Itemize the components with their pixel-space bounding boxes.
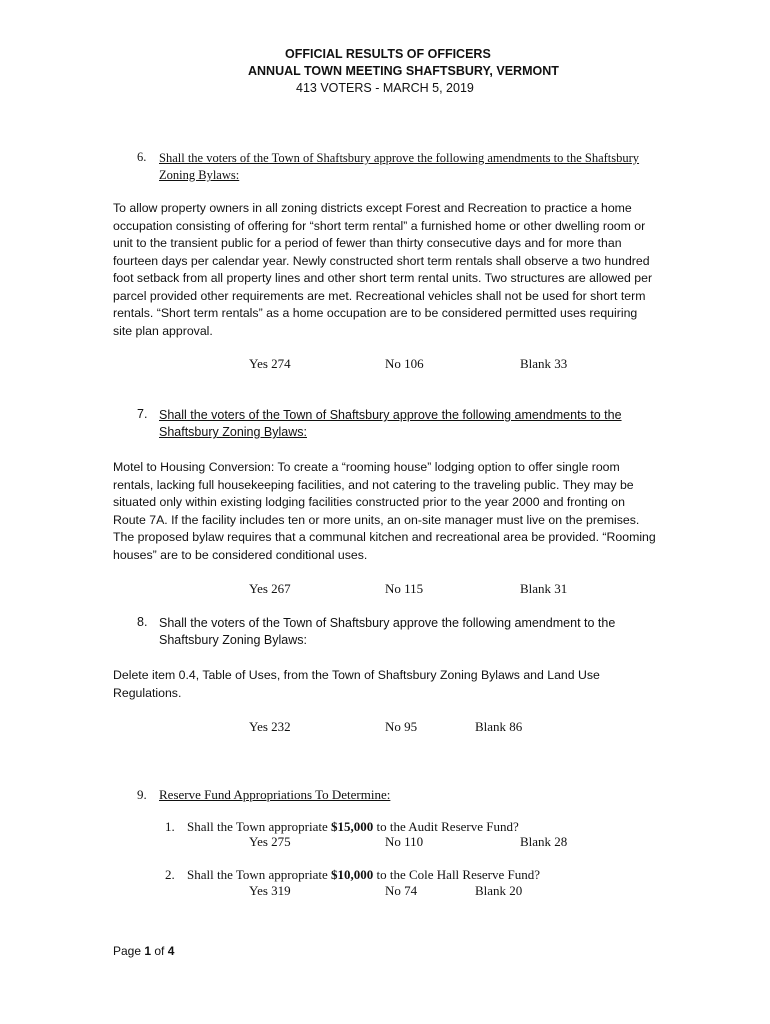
item-7-question: Shall the voters of the Town of Shaftsbury approve the following amendments to the Shaftsbury Zoning Bylaws: <box>159 408 622 439</box>
subitem-2-number: 2. <box>165 867 175 882</box>
page-word: Page <box>113 944 145 958</box>
subitem-2-pre: Shall the Town appropriate <box>187 867 331 882</box>
subitem-1-no: No 110 <box>385 834 424 849</box>
subitem-2-yes: Yes 319 <box>249 883 291 898</box>
page-total: 4 <box>167 944 175 958</box>
item-6-question: Shall the voters of the Town of Shaftsbury approve the following amendments to the Shaftsbury Zoning Bylaws: <box>159 151 640 182</box>
header-line-3: 413 VOTERS - MARCH 5, 2019 <box>296 81 474 95</box>
subitem-2-amount: $10,000 <box>330 867 374 882</box>
item-8-no: No 95 <box>385 719 418 734</box>
item-8-number: 8. <box>137 615 148 629</box>
header-line-1: OFFICIAL RESULTS OF OFFICERS <box>285 47 491 61</box>
item-7-blank: Blank 31 <box>520 581 568 596</box>
subitem-2-post: to the Cole Hall Reserve Fund? <box>373 867 541 882</box>
subitem-1-yes: Yes 275 <box>249 834 291 849</box>
subitem-2-blank: Blank 20 <box>475 883 523 898</box>
subitem-1-pre: Shall the Town appropriate <box>187 819 331 834</box>
item-6-yes: Yes 274 <box>249 356 291 371</box>
of-word: of <box>151 944 168 958</box>
item-8-question: Shall the voters of the Town of Shaftsbury approve the following amendment to the Shaftsbury Zoning Bylaws: <box>159 616 616 647</box>
item-6-blank: Blank 33 <box>520 356 568 371</box>
subitem-1-question <box>187 819 519 835</box>
item-6-body: To allow property owners in all zoning districts except Forest and Recreation to practice a home occupation consisting of offering for “short term rental” a furnished home or other dwelling room or unit to the transient public for a period of fewer than thirty consecutive days and for more than fourteen days per calendar year. Newly constructed short term rentals shall observe a two hundred foot setback from all property lines and other short term rental units. Two structures are allowed per parcel provided other requirements are met. Recreational vehicles shall not be used for short term rentals. “Short term rentals” as a home occupation are to be considered permitted uses requiring site plan approval. <box>113 201 653 338</box>
header-line-2: ANNUAL TOWN MEETING SHAFTSBURY, VERMONT <box>248 64 559 78</box>
page-footer <box>113 944 174 958</box>
subitem-1-post: to the Audit Reserve Fund? <box>373 819 519 834</box>
item-7-yes: Yes 267 <box>249 581 291 596</box>
subitem-1-blank: Blank 28 <box>520 834 568 849</box>
subitem-2-question <box>187 867 540 883</box>
item-7-number: 7. <box>137 407 148 421</box>
item-9-number: 9. <box>137 787 147 802</box>
subitem-2-no: No 74 <box>385 883 418 898</box>
item-8-body: Delete item 0.4, Table of Uses, from the Town of Shaftsbury Zoning Bylaws and Land Use Regulations. <box>113 668 600 700</box>
item-7-no: No 115 <box>385 581 424 596</box>
page-number: 1 <box>144 944 152 958</box>
item-8-blank: Blank 86 <box>475 719 523 734</box>
item-9-title: Reserve Fund Appropriations To Determine: <box>159 787 391 802</box>
item-6-no: No 106 <box>385 356 424 371</box>
subitem-1-number: 1. <box>165 819 175 834</box>
subitem-1-amount: $15,000 <box>330 819 374 834</box>
item-8-yes: Yes 232 <box>249 719 291 734</box>
item-6-number: 6. <box>137 150 147 164</box>
item-7-body: Motel to Housing Conversion: To create a “rooming house” lodging option to offer single room rentals, lacking full housekeeping facilities, and not catering to the traveling public. They may be situated only within existing lodging facilities constructed prior to the year 2000 and fronting on Route 7A. If the facility includes ten or more units, an on-site manager must live on the premises. The proposed bylaw requires that a communal kitchen and recreational area be provided. “Rooming houses” are to be considered conditional uses. <box>113 460 656 562</box>
